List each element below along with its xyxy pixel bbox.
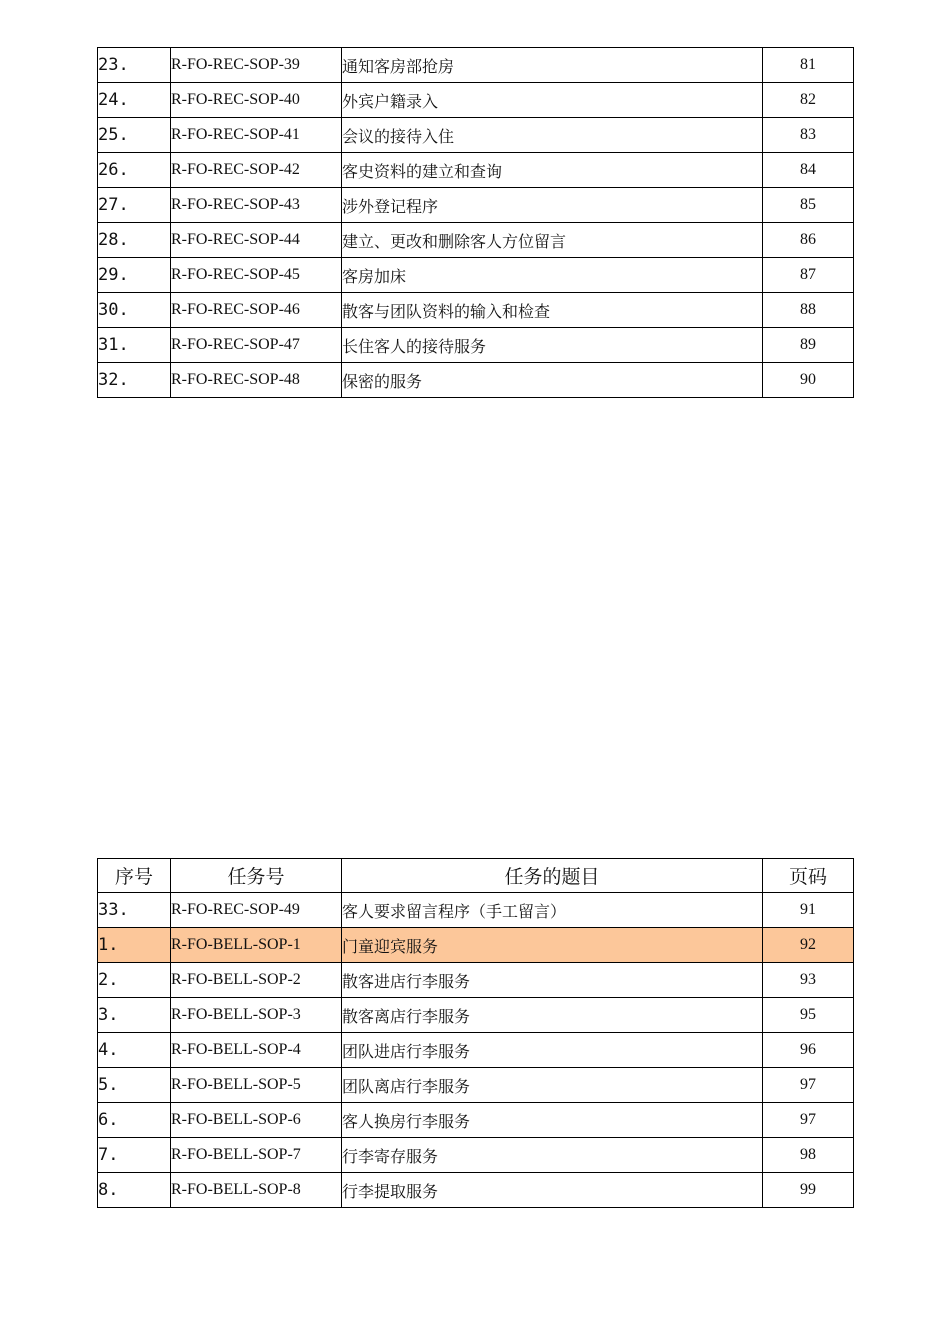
toc-table-top — [97, 47, 854, 398]
row-page-number: 99 — [763, 1173, 854, 1208]
header-task-code: 任务号 — [171, 859, 342, 893]
row-page-number: 90 — [763, 363, 854, 398]
row-task-code: R-FO-REC-SOP-42 — [171, 153, 342, 188]
table-row — [98, 998, 854, 1033]
row-task-code: R-FO-BELL-SOP-5 — [171, 1068, 342, 1103]
row-task-code: R-FO-REC-SOP-40 — [171, 83, 342, 118]
table-row — [98, 1173, 854, 1208]
table-row — [98, 258, 854, 293]
row-page-number: 96 — [763, 1033, 854, 1068]
table-row — [98, 223, 854, 258]
row-task-code: R-FO-REC-SOP-41 — [171, 118, 342, 153]
row-task-code: R-FO-REC-SOP-39 — [171, 48, 342, 83]
row-seq: 28. — [98, 223, 171, 258]
table-row — [98, 118, 854, 153]
row-page-number: 95 — [763, 998, 854, 1033]
row-task-title: 会议的接待入住 — [342, 118, 763, 153]
row-seq: 6. — [98, 1103, 171, 1138]
row-task-code: R-FO-BELL-SOP-8 — [171, 1173, 342, 1208]
row-page-number: 93 — [763, 963, 854, 998]
row-seq: 5. — [98, 1068, 171, 1103]
row-seq: 24. — [98, 83, 171, 118]
row-page-number: 86 — [763, 223, 854, 258]
row-task-title: 长住客人的接待服务 — [342, 328, 763, 363]
table-row — [98, 188, 854, 223]
header-seq: 序号 — [98, 859, 171, 893]
row-seq: 30. — [98, 293, 171, 328]
row-task-title: 散客离店行李服务 — [342, 998, 763, 1033]
table-row — [98, 328, 854, 363]
row-task-code: R-FO-BELL-SOP-6 — [171, 1103, 342, 1138]
toc-table-bottom-body — [98, 893, 854, 1208]
row-page-number: 97 — [763, 1068, 854, 1103]
row-seq: 4. — [98, 1033, 171, 1068]
row-task-title: 外宾户籍录入 — [342, 83, 763, 118]
row-page-number: 87 — [763, 258, 854, 293]
row-task-code: R-FO-REC-SOP-45 — [171, 258, 342, 293]
row-page-number: 82 — [763, 83, 854, 118]
row-page-number: 88 — [763, 293, 854, 328]
row-page-number: 89 — [763, 328, 854, 363]
row-task-code: R-FO-BELL-SOP-4 — [171, 1033, 342, 1068]
toc-table-bottom — [97, 858, 854, 1208]
row-seq: 7. — [98, 1138, 171, 1173]
row-page-number: 84 — [763, 153, 854, 188]
row-seq: 3. — [98, 998, 171, 1033]
row-page-number: 81 — [763, 48, 854, 83]
row-seq: 29. — [98, 258, 171, 293]
table-row — [98, 893, 854, 928]
row-page-number: 98 — [763, 1138, 854, 1173]
row-seq: 31. — [98, 328, 171, 363]
header-page-number: 页码 — [763, 859, 854, 893]
row-task-title: 客人要求留言程序（手工留言） — [342, 893, 763, 928]
table-row — [98, 1103, 854, 1138]
row-page-number: 97 — [763, 1103, 854, 1138]
row-seq: 33. — [98, 893, 171, 928]
row-task-code: R-FO-BELL-SOP-3 — [171, 998, 342, 1033]
row-task-title: 散客进店行李服务 — [342, 963, 763, 998]
row-task-title: 保密的服务 — [342, 363, 763, 398]
row-task-code: R-FO-REC-SOP-47 — [171, 328, 342, 363]
row-page-number: 92 — [763, 928, 854, 963]
table-row — [98, 363, 854, 398]
row-task-code: R-FO-BELL-SOP-1 — [171, 928, 342, 963]
row-seq: 32. — [98, 363, 171, 398]
row-seq: 27. — [98, 188, 171, 223]
row-page-number: 85 — [763, 188, 854, 223]
row-seq: 25. — [98, 118, 171, 153]
row-task-title: 团队离店行李服务 — [342, 1068, 763, 1103]
row-task-title: 门童迎宾服务 — [342, 928, 763, 963]
table-row — [98, 1068, 854, 1103]
table-row — [98, 153, 854, 188]
row-page-number: 83 — [763, 118, 854, 153]
row-task-code: R-FO-REC-SOP-43 — [171, 188, 342, 223]
row-task-title: 客史资料的建立和查询 — [342, 153, 763, 188]
row-task-title: 涉外登记程序 — [342, 188, 763, 223]
table-row — [98, 963, 854, 998]
row-task-title: 客房加床 — [342, 258, 763, 293]
row-task-code: R-FO-BELL-SOP-2 — [171, 963, 342, 998]
table-row — [98, 48, 854, 83]
row-seq: 26. — [98, 153, 171, 188]
table-row — [98, 1138, 854, 1173]
table-row-highlighted — [98, 928, 854, 963]
header-row — [98, 859, 854, 893]
row-task-code: R-FO-REC-SOP-49 — [171, 893, 342, 928]
toc-table-top-body — [98, 48, 854, 398]
row-task-title: 行李寄存服务 — [342, 1138, 763, 1173]
row-task-code: R-FO-BELL-SOP-7 — [171, 1138, 342, 1173]
row-seq: 23. — [98, 48, 171, 83]
table-row — [98, 293, 854, 328]
row-task-title: 散客与团队资料的输入和检查 — [342, 293, 763, 328]
row-seq: 8. — [98, 1173, 171, 1208]
table-row — [98, 83, 854, 118]
row-task-title: 建立、更改和删除客人方位留言 — [342, 223, 763, 258]
table-row — [98, 1033, 854, 1068]
row-task-code: R-FO-REC-SOP-48 — [171, 363, 342, 398]
row-task-title: 通知客房部抢房 — [342, 48, 763, 83]
header-task-title: 任务的题目 — [342, 859, 763, 893]
row-seq: 2. — [98, 963, 171, 998]
row-task-code: R-FO-REC-SOP-46 — [171, 293, 342, 328]
row-task-title: 客人换房行李服务 — [342, 1103, 763, 1138]
row-seq: 1. — [98, 928, 171, 963]
row-task-title: 团队进店行李服务 — [342, 1033, 763, 1068]
row-task-title: 行李提取服务 — [342, 1173, 763, 1208]
toc-table-header — [98, 859, 854, 893]
row-task-code: R-FO-REC-SOP-44 — [171, 223, 342, 258]
row-page-number: 91 — [763, 893, 854, 928]
